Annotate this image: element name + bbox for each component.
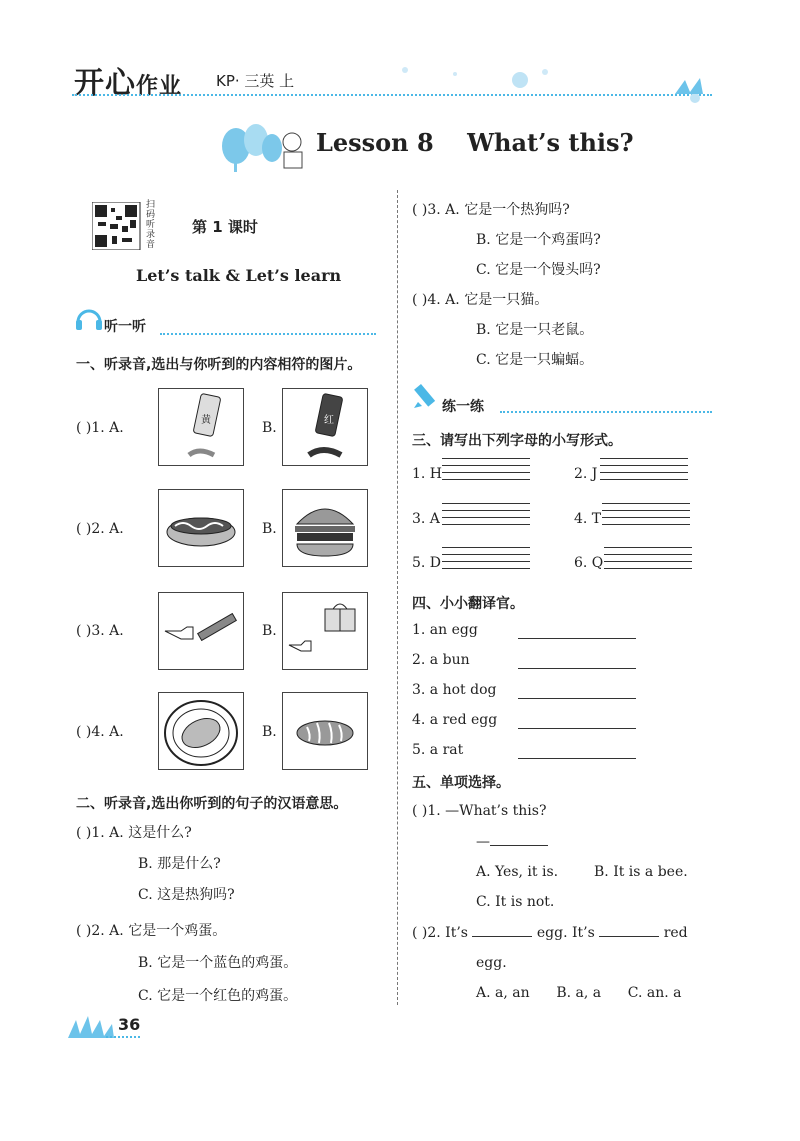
letter-1-writing-lines[interactable] bbox=[442, 458, 530, 486]
paint-tube-icon bbox=[159, 389, 243, 465]
p1-item4-option-a[interactable] bbox=[158, 692, 244, 770]
mc-q1-answer-blank[interactable] bbox=[490, 845, 548, 846]
p2-item3-c: C. 它是一个馒头吗? bbox=[476, 262, 601, 278]
pointing-hand-pencil-icon bbox=[159, 593, 243, 669]
mc-q2-prefix: ( )2. It’s bbox=[412, 925, 468, 941]
practice-divider bbox=[500, 411, 712, 413]
letter-4-writing-lines[interactable] bbox=[602, 503, 690, 531]
letter-2-writing-lines[interactable] bbox=[600, 458, 688, 486]
headphones-icon bbox=[74, 302, 104, 332]
p1-item3-option-a[interactable] bbox=[158, 592, 244, 670]
p1-item3-b: B. bbox=[262, 623, 277, 639]
mc-q2-line bbox=[412, 925, 688, 941]
mc-q1-option-a[interactable]: A. Yes, it is. bbox=[476, 864, 559, 880]
translate-5-answer-line[interactable] bbox=[518, 758, 636, 759]
part1-heading: 一、听录音,选出与你听到的内容相符的图片。 bbox=[76, 357, 362, 373]
p2-item4-label: ( )4. A. 它是一只猫。 bbox=[412, 292, 549, 308]
p1-item2-b: B. bbox=[262, 521, 277, 537]
p1-item2-option-a[interactable] bbox=[158, 489, 244, 567]
translate-2: 2. a bun bbox=[412, 652, 470, 668]
letter-4-label: 4. T bbox=[574, 511, 602, 527]
bubbles-decoration bbox=[395, 62, 725, 112]
series-label: KP· 三英 上 bbox=[216, 72, 295, 90]
brand-small-text: 作业 bbox=[136, 74, 183, 99]
part5-heading: 五、单项选择。 bbox=[412, 775, 510, 791]
p2-item3-b: B. 它是一个鸡蛋吗? bbox=[476, 232, 601, 248]
letter-1-label: 1. H bbox=[412, 466, 443, 482]
p2-item2-c: C. 它是一个红色的鸡蛋。 bbox=[138, 988, 298, 1004]
hamburger-icon bbox=[283, 490, 367, 566]
mc-q2-suffix: red bbox=[663, 925, 688, 941]
period-label: 第 1 课时 bbox=[192, 218, 258, 236]
translate-5: 5. a rat bbox=[412, 742, 464, 758]
tube-a-label: 黄 bbox=[201, 415, 211, 426]
letter-2-label: 2. J bbox=[574, 466, 598, 482]
p2-item1-b: B. 那是什么? bbox=[138, 856, 221, 872]
letter-3-writing-lines[interactable] bbox=[442, 503, 530, 531]
letter-6-writing-lines[interactable] bbox=[604, 547, 692, 575]
p1-item4-option-b[interactable] bbox=[282, 692, 368, 770]
letter-5-label: 5. D bbox=[412, 555, 442, 571]
letter-5-writing-lines[interactable] bbox=[442, 547, 530, 575]
translate-3: 3. a hot dog bbox=[412, 682, 497, 698]
mc-q1-option-c[interactable]: C. It is not. bbox=[476, 894, 555, 910]
qr-note: 扫码听录音 bbox=[146, 200, 156, 250]
translate-2-answer-line[interactable] bbox=[518, 668, 636, 669]
section-subtitle: Let’s talk & Let’s learn bbox=[136, 266, 342, 285]
mc-q1-reply bbox=[476, 834, 548, 850]
part2-heading: 二、听录音,选出你听到的句子的汉语意思。 bbox=[76, 796, 348, 812]
paint-tube-icon bbox=[283, 389, 367, 465]
mc-q2-options[interactable]: A. a, an B. a, a C. an. a bbox=[476, 985, 682, 1001]
p2-item4-c: C. 它是一只蝙蝠。 bbox=[476, 352, 594, 368]
mc-q1-label: ( )1. —What’s this? bbox=[412, 803, 547, 819]
p1-item3-label: ( )3. A. bbox=[76, 623, 124, 639]
mc-q1-reply-dash: — bbox=[476, 834, 490, 850]
p2-item4-b: B. 它是一只老鼠。 bbox=[476, 322, 594, 338]
p1-item2-option-b[interactable] bbox=[282, 489, 368, 567]
p1-item1-option-a[interactable] bbox=[158, 388, 244, 466]
lesson-title-decoration bbox=[216, 120, 308, 176]
mc-q2-blank-1[interactable] bbox=[472, 936, 532, 937]
translate-1-answer-line[interactable] bbox=[518, 638, 636, 639]
p2-item2-b: B. 它是一个蓝色的鸡蛋。 bbox=[138, 955, 298, 971]
translate-3-answer-line[interactable] bbox=[518, 698, 636, 699]
letter-6-label: 6. Q bbox=[574, 555, 604, 571]
mc-q2-blank-2[interactable] bbox=[599, 936, 659, 937]
pencil-icon bbox=[410, 382, 440, 412]
p1-item4-b: B. bbox=[262, 724, 277, 740]
listen-heading: 听一听 bbox=[104, 319, 146, 335]
p2-item2-label: ( )2. A. 它是一个鸡蛋。 bbox=[76, 923, 227, 939]
page-number-underline bbox=[106, 1036, 140, 1038]
hand-gift-icon bbox=[283, 593, 367, 669]
qr-code[interactable] bbox=[92, 202, 142, 250]
p2-item3-label: ( )3. A. 它是一个热狗吗? bbox=[412, 202, 570, 218]
p1-item1-label: ( )1. A. bbox=[76, 420, 124, 436]
lesson-title: Lesson 8 What’s this? bbox=[316, 128, 634, 157]
bread-icon bbox=[283, 693, 367, 769]
p1-item1-option-b[interactable] bbox=[282, 388, 368, 466]
p1-item3-option-b[interactable] bbox=[282, 592, 368, 670]
mc-q1-option-b[interactable]: B. It is a bee. bbox=[594, 864, 688, 880]
tube-b-label: 红 bbox=[324, 415, 334, 426]
translate-1: 1. an egg bbox=[412, 622, 478, 638]
p1-item4-label: ( )4. A. bbox=[76, 724, 124, 740]
translate-4: 4. a red egg bbox=[412, 712, 498, 728]
hot-dog-icon bbox=[159, 490, 243, 566]
page-number: 36 bbox=[118, 1015, 141, 1034]
mc-q2-middle: egg. It’s bbox=[536, 925, 595, 941]
part3-heading: 三、请写出下列字母的小写形式。 bbox=[412, 433, 622, 449]
brand-main-text: 开心 bbox=[74, 66, 136, 101]
p1-item1-b: B. bbox=[262, 420, 277, 436]
translate-4-answer-line[interactable] bbox=[518, 728, 636, 729]
plate-bun-icon bbox=[159, 693, 243, 769]
mc-q2-continuation: egg. bbox=[476, 955, 507, 971]
letter-3-label: 3. A bbox=[412, 511, 440, 527]
p2-item1-c: C. 这是热狗吗? bbox=[138, 887, 235, 903]
column-divider bbox=[397, 190, 398, 1005]
p2-item1-label: ( )1. A. 这是什么? bbox=[76, 825, 192, 841]
practice-heading: 练一练 bbox=[442, 399, 484, 415]
part4-heading: 四、小小翻译官。 bbox=[412, 596, 524, 612]
p1-item2-label: ( )2. A. bbox=[76, 521, 124, 537]
listen-divider bbox=[160, 333, 376, 335]
